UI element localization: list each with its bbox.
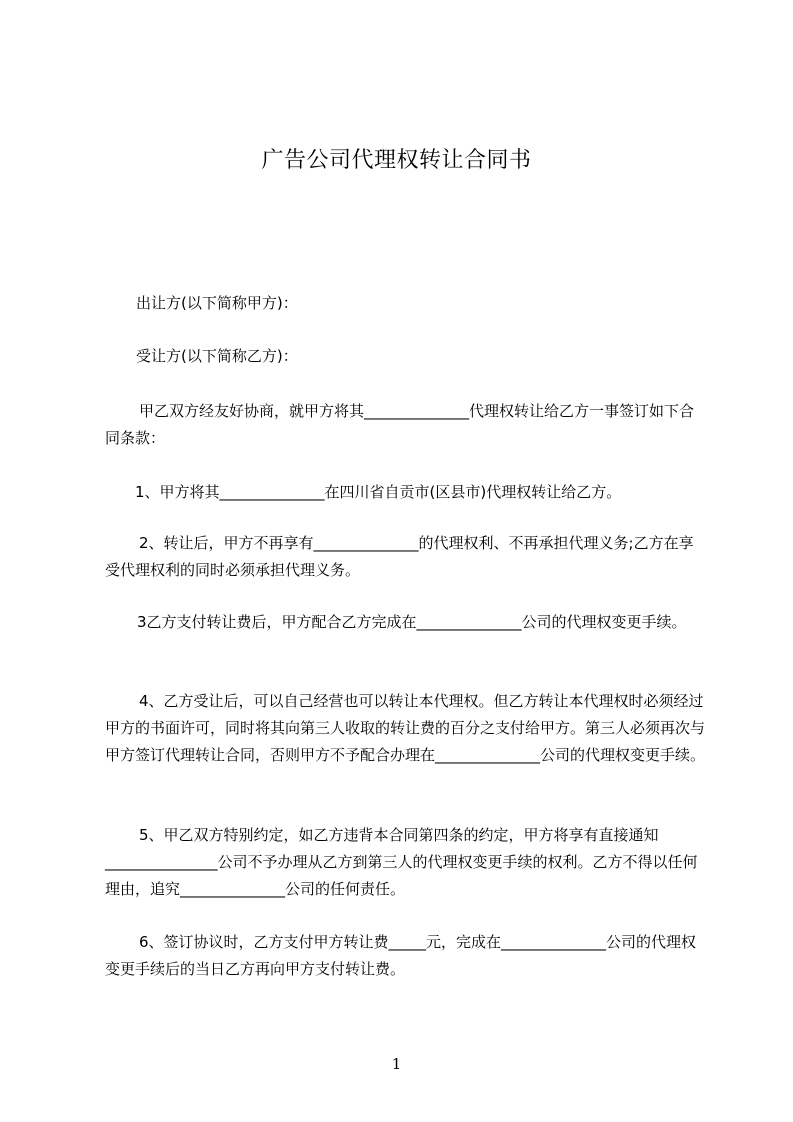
clause-1: 1、甲方将其______________在四川省自贡市(区县市)代理权转让给乙方。 (135, 483, 622, 501)
page-number: 1 (391, 1055, 402, 1073)
clause-3: 3乙方支付转让费后，甲方配合乙方完成在______________公司的代理权变更手续。 (137, 613, 687, 631)
transferor-line: 出让方(以下简称甲方)： (136, 294, 298, 312)
transferee-line: 受让方(以下简称乙方)： (136, 347, 298, 365)
clause-5: 5、甲乙双方特别约定，如乙方违背本合同第四条的约定，甲方将享有直接通知_______________公司不予办理从乙方到第三人的代理权变更手续的权利。乙方不得以任何理由，追究______________公司的任何责任。 (105, 826, 698, 898)
clause-4: 4、乙方受让后，可以自己经营也可以转让本代理权。但乙方转让本代理权时必须经过甲方的书面许可，同时将其向第三人收取的转让费的百分之支付给甲方。第三人必须再次与甲方签订代理转让合同，否则甲方不予配合办理在______________公司的代理权变更手续。 (105, 692, 706, 764)
clause-2: 2、转让后，甲方不再享有______________的代理权利、不再承担代理义务;乙方在享受代理权利的同时必须承担代理义务。 (105, 534, 694, 579)
intro-paragraph: 甲乙双方经友好协商，就甲方将其______________代理权转让给乙方一事签订如下合同条款： (105, 402, 695, 447)
clause-6: 6、签订协议时，乙方支付甲方转让费_____元，完成在______________公司的代理权变更手续后的当日乙方再向甲方支付转让费。 (105, 933, 697, 978)
document-title: 广告公司代理权转让合同书 (261, 148, 532, 173)
